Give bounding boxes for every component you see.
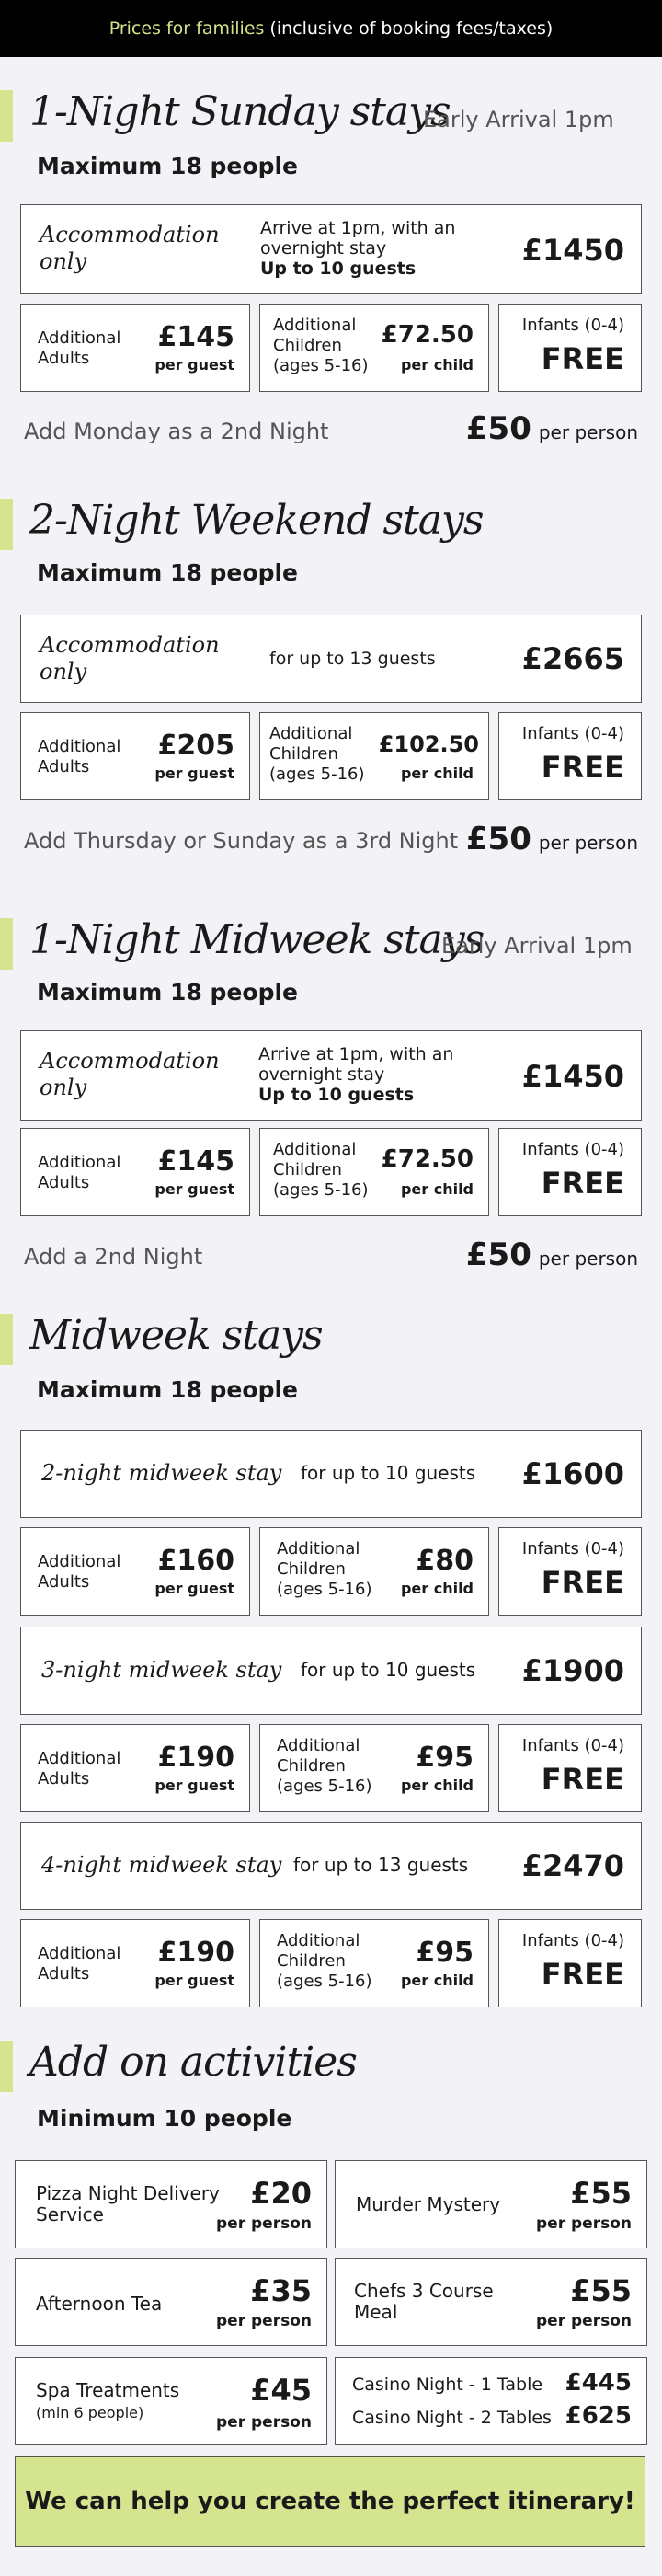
adults-label: Additional Adults [38, 1944, 121, 1984]
children-label: Additional Children (ages 5-16) [269, 724, 365, 784]
casino-price-1: £445 [565, 2369, 632, 2397]
activity-name: Murder Mystery [356, 2193, 501, 2215]
activity-price: £55 [570, 2273, 632, 2308]
adults-card [20, 1527, 250, 1616]
adults-unit: per guest [154, 1580, 234, 1597]
activity-name: Pizza Night Delivery Service [36, 2182, 220, 2225]
accommodation-desc: Arrive at 1pm, with an overnight stay Up to 10 guests [258, 1044, 454, 1105]
infants-price: FREE [541, 1762, 624, 1797]
adults-label: Additional Adults [38, 328, 121, 368]
section-accent [0, 918, 13, 970]
activity-price: £35 [250, 2273, 312, 2308]
casino-option-2: Casino Night - 2 Tables [352, 2408, 552, 2428]
casino-price-2: £625 [565, 2402, 632, 2430]
children-unit: per child [400, 1180, 474, 1198]
adults-unit: per guest [154, 1180, 234, 1198]
stay-desc: for up to 10 guests [301, 1462, 476, 1484]
activity-price: £20 [250, 2176, 312, 2211]
children-label: Additional Children (ages 5-16) [273, 1140, 369, 1200]
children-label: Additional Children (ages 5-16) [277, 1736, 372, 1796]
infants-price: FREE [541, 1166, 624, 1201]
children-price: £102.50 [378, 731, 479, 757]
adults-label: Additional Adults [38, 1749, 121, 1788]
infants-label: Infants (0-4) [521, 1931, 624, 1950]
activity-unit: per person [216, 2413, 312, 2432]
accommodation-price: £2665 [521, 641, 624, 676]
extra-night-price: £50 per person [465, 1236, 638, 1273]
max-guests: Maximum 18 people [37, 153, 298, 179]
children-unit: per child [400, 765, 474, 782]
adults-price: £190 [157, 1742, 234, 1774]
header-highlight: Prices for families [108, 18, 265, 39]
extra-night-label: Add Monday as a 2nd Night [24, 419, 329, 444]
children-card [259, 1919, 489, 2007]
section-title: 2-Night Weekend stays [29, 497, 484, 544]
adults-label: Additional Adults [38, 1153, 121, 1192]
accommodation-card [20, 1030, 642, 1121]
activity-price: £55 [570, 2176, 632, 2211]
accommodation-card [20, 204, 642, 294]
children-price: £95 [416, 1937, 474, 1969]
midweek-stay-card [20, 1627, 642, 1715]
activity-card [335, 2160, 647, 2248]
infants-card [498, 1724, 642, 1812]
accommodation-label: Accommodation only [40, 632, 220, 684]
infants-card [498, 712, 642, 800]
children-unit: per child [400, 356, 474, 374]
section-subtitle: Early Arrival 1pm [441, 933, 633, 959]
infants-card [498, 1128, 642, 1216]
accommodation-label: Accommodation only [40, 222, 220, 274]
adults-price: £160 [157, 1545, 234, 1577]
infants-label: Infants (0-4) [521, 1140, 624, 1159]
infants-card [498, 1919, 642, 2007]
adults-unit: per guest [154, 765, 234, 782]
activity-price: £45 [250, 2373, 312, 2408]
adults-card [20, 712, 250, 800]
children-card [259, 1527, 489, 1616]
max-guests: Maximum 18 people [37, 559, 298, 586]
adults-card [20, 1724, 250, 1812]
activity-card [335, 2258, 647, 2346]
pricing-header-bar [0, 0, 662, 57]
adults-label: Additional Adults [38, 1552, 121, 1592]
activity-name: Chefs 3 Course Meal [354, 2280, 494, 2323]
extra-night-price: £50 per person [465, 410, 638, 447]
children-price: £80 [416, 1545, 474, 1577]
children-price: £95 [416, 1742, 474, 1774]
midweek-stay-card [20, 1822, 642, 1910]
midweek-stay-card [20, 1430, 642, 1518]
adults-price: £205 [157, 730, 234, 762]
activity-unit: per person [536, 2214, 632, 2233]
casino-option-1: Casino Night - 1 Table [352, 2375, 543, 2395]
activity-card [15, 2258, 327, 2346]
infants-label: Infants (0-4) [521, 1736, 624, 1755]
children-unit: per child [400, 1777, 474, 1794]
children-label: Additional Children (ages 5-16) [273, 316, 369, 375]
infants-card [498, 304, 642, 392]
stay-label: 4-night midweek stay [41, 1852, 282, 1878]
section-title: Add on activities [29, 2039, 357, 2086]
children-card [259, 712, 489, 800]
accommodation-label: Accommodation only [40, 1048, 220, 1100]
section-accent [0, 499, 13, 550]
min-guests: Minimum 10 people [37, 2105, 292, 2132]
section-accent [0, 1314, 13, 1365]
children-card [259, 304, 489, 392]
stay-label: 2-night midweek stay [41, 1460, 282, 1486]
accommodation-card [20, 615, 642, 703]
section-title: Midweek stays [29, 1312, 323, 1359]
stay-desc: for up to 13 guests [293, 1854, 469, 1876]
adults-unit: per guest [154, 356, 234, 374]
extra-night-price: £50 per person [465, 821, 638, 857]
extra-night-label: Add Thursday or Sunday as a 3rd Night [24, 828, 459, 854]
stay-desc: for up to 10 guests [301, 1659, 476, 1681]
activity-unit: per person [536, 2312, 632, 2330]
adults-price: £145 [157, 321, 234, 353]
casino-card [335, 2357, 647, 2445]
stay-price: £1900 [521, 1653, 624, 1688]
activity-unit: per person [216, 2214, 312, 2233]
infants-price: FREE [541, 341, 624, 376]
activity-card [15, 2357, 327, 2445]
section-title: 1-Night Midweek stays [29, 916, 485, 963]
infants-price: FREE [541, 1957, 624, 1992]
children-price: £72.50 [381, 321, 474, 349]
activity-name: Afternoon Tea [36, 2293, 163, 2315]
infants-price: FREE [541, 750, 624, 785]
adults-price: £145 [157, 1145, 234, 1178]
adults-label: Additional Adults [38, 737, 121, 776]
itinerary-cta-banner[interactable]: We can help you create the perfect itinerary! [15, 2456, 645, 2547]
infants-price: FREE [541, 1565, 624, 1600]
adults-card [20, 1919, 250, 2007]
stay-price: £1600 [521, 1456, 624, 1491]
adults-price: £190 [157, 1937, 234, 1969]
children-card [259, 1724, 489, 1812]
infants-label: Infants (0-4) [521, 1539, 624, 1558]
stay-price: £2470 [521, 1848, 624, 1883]
accommodation-desc: for up to 13 guests [269, 649, 436, 669]
extra-night-label: Add a 2nd Night [24, 1244, 203, 1270]
infants-card [498, 1527, 642, 1616]
infants-label: Infants (0-4) [521, 316, 624, 335]
activity-unit: per person [216, 2312, 312, 2330]
max-guests: Maximum 18 people [37, 1376, 298, 1403]
adults-unit: per guest [154, 1777, 234, 1794]
adults-unit: per guest [154, 1972, 234, 1989]
accommodation-price: £1450 [521, 1059, 624, 1094]
section-subtitle: Early Arrival 1pm [423, 107, 614, 132]
children-unit: per child [400, 1580, 474, 1597]
infants-label: Infants (0-4) [521, 724, 624, 743]
adults-card [20, 1128, 250, 1216]
header-subtitle: (inclusive of booking fees/taxes) [269, 18, 554, 39]
max-guests: Maximum 18 people [37, 979, 298, 1006]
children-unit: per child [400, 1972, 474, 1989]
section-title: 1-Night Sunday stays [29, 88, 451, 135]
adults-card [20, 304, 250, 392]
children-price: £72.50 [381, 1145, 474, 1173]
activity-card [15, 2160, 327, 2248]
stay-label: 3-night midweek stay [41, 1657, 282, 1683]
accommodation-price: £1450 [521, 233, 624, 268]
section-accent [0, 2041, 13, 2092]
activity-name: Spa Treatments (min 6 people) [36, 2379, 180, 2421]
section-accent [0, 90, 13, 142]
children-card [259, 1128, 489, 1216]
children-label: Additional Children (ages 5-16) [277, 1539, 372, 1599]
children-label: Additional Children (ages 5-16) [277, 1931, 372, 1991]
accommodation-desc: Arrive at 1pm, with an overnight stay Up to 10 guests [260, 218, 456, 279]
